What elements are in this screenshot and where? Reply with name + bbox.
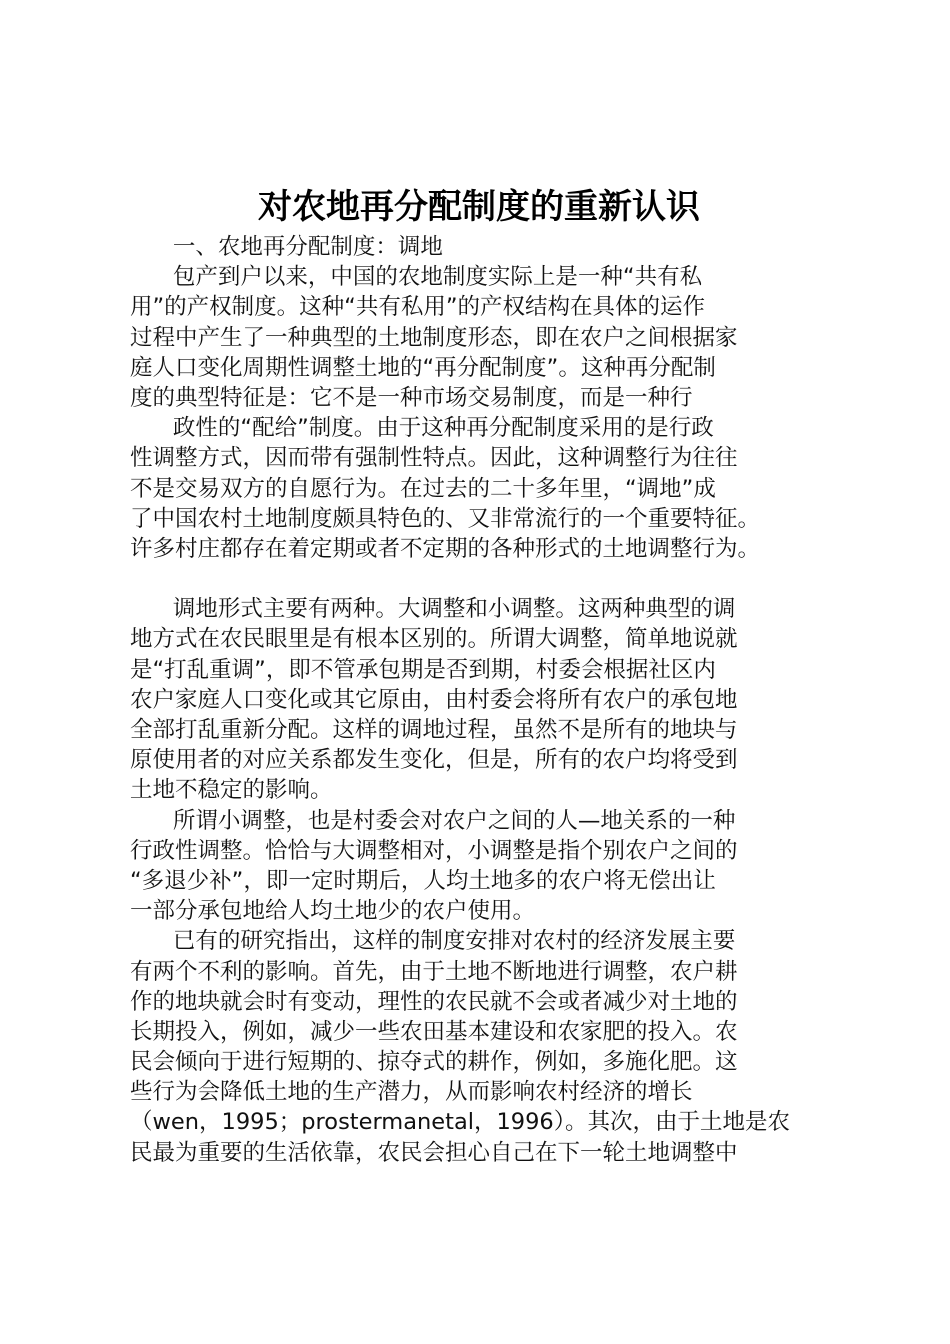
body-line: 是“打乱重调”，即不管承包期是否到期，村委会根据社区内 bbox=[130, 656, 716, 683]
body-line: 不是交易双方的自愿行为。在过去的二十多年里，“调地”成 bbox=[130, 475, 716, 502]
body-line: 度的典型特征是：它不是一种市场交易制度，而是一种行 bbox=[130, 384, 693, 411]
body-line: 土地不稳定的影响。 bbox=[130, 777, 333, 804]
document-body bbox=[130, 232, 850, 1168]
body-line: 一、农地再分配制度：调地 bbox=[130, 234, 443, 260]
body-line: 民最为重要的生活依靠，农民会担心自己在下一轮土地调整中 bbox=[130, 1139, 738, 1166]
body-line: 地方式在农民眼里是有根本区别的。所谓大调整，简单地说就 bbox=[130, 626, 738, 653]
body-line: 些行为会降低土地的生产潜力，从而影响农村经济的增长 bbox=[130, 1079, 693, 1106]
body-line: 用”的产权制度。这种“共有私用”的产权结构在具体的运作 bbox=[130, 294, 705, 321]
body-line: （wen，1995；prostermanetal，1996）。其次，由于土地是农 bbox=[130, 1109, 790, 1136]
body-line: 行政性调整。恰恰与大调整相对，小调整是指个别农户之间的 bbox=[130, 837, 738, 864]
body-line: 有两个不利的影响。首先，由于土地不断地进行调整，农户耕 bbox=[130, 958, 738, 985]
body-line: 全部打乱重新分配。这样的调地过程，虽然不是所有的地块与 bbox=[130, 717, 738, 743]
body-line: “多退少补”，即一定时期后，人均土地多的农户将无偿出让 bbox=[130, 867, 716, 894]
body-line: 庭人口变化周期性调整土地的“再分配制度”。这种再分配制 bbox=[130, 354, 716, 381]
body-line: 了中国农村土地制度颇具特色的、又非常流行的一个重要特征。 bbox=[130, 505, 761, 532]
body-line: 农户家庭人口变化或其它原由，由村委会将所有农户的承包地 bbox=[130, 686, 738, 713]
body-line: 调地形式主要有两种。大调整和小调整。这两种典型的调 bbox=[130, 596, 736, 623]
body-line: 过程中产生了一种典型的土地制度形态，即在农户之间根据家 bbox=[130, 324, 738, 351]
body-line: 民会倾向于进行短期的、掠夺式的耕作，例如，多施化肥。这 bbox=[130, 1049, 738, 1076]
body-line: 原使用者的对应关系都发生变化，但是，所有的农户均将受到 bbox=[130, 747, 738, 774]
body-line: 所谓小调整，也是村委会对农户之间的人—地关系的一种 bbox=[130, 807, 736, 834]
body-line: 包产到户以来，中国的农地制度实际上是一种“共有私 bbox=[130, 264, 703, 291]
body-line: 许多村庄都存在着定期或者不定期的各种形式的土地调整行为。 bbox=[130, 535, 761, 562]
body-line: 政性的“配给”制度。由于这种再分配制度采用的是行政 bbox=[130, 415, 714, 442]
body-line: 性调整方式，因而带有强制性特点。因此，这种调整行为往往 bbox=[130, 445, 738, 472]
body-line: 已有的研究指出，这样的制度安排对农村的经济发展主要 bbox=[130, 928, 736, 955]
blank-line bbox=[130, 564, 850, 594]
body-line: 一部分承包地给人均土地少的农户使用。 bbox=[130, 898, 536, 925]
document-title: 对农地再分配制度的重新认识 bbox=[258, 187, 700, 227]
body-line: 作的地块就会时有变动，理性的农民就不会或者减少对土地的 bbox=[130, 988, 738, 1015]
body-line: 长期投入，例如，减少一些农田基本建设和农家肥的投入。农 bbox=[130, 1018, 738, 1045]
